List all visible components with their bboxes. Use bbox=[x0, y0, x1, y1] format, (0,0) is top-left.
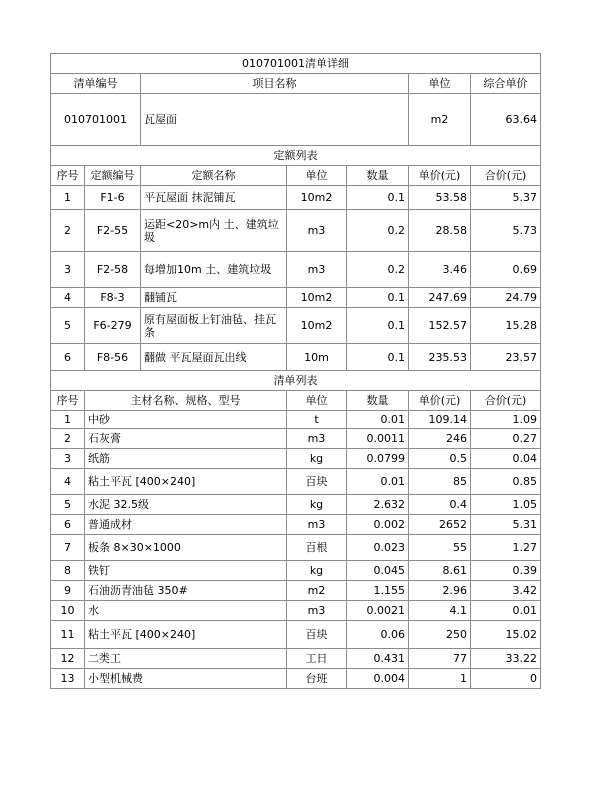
material-row bbox=[51, 495, 541, 515]
material-name: 水 bbox=[85, 601, 287, 621]
quota-code: F2-58 bbox=[85, 252, 141, 288]
material-no: 2 bbox=[51, 429, 85, 449]
material-row bbox=[51, 515, 541, 535]
quota-row bbox=[51, 252, 541, 288]
material-no: 1 bbox=[51, 411, 85, 429]
quota-code: F6-279 bbox=[85, 308, 141, 344]
quota-no: 4 bbox=[51, 288, 85, 308]
item-price: 63.64 bbox=[471, 94, 541, 146]
material-unit: 百块 bbox=[287, 621, 347, 649]
material-unit: m3 bbox=[287, 429, 347, 449]
material-price: 55 bbox=[409, 535, 471, 561]
name-label: 项目名称 bbox=[141, 74, 409, 94]
material-total: 1.05 bbox=[471, 495, 541, 515]
quota-name: 翻做 平瓦屋面瓦出线 bbox=[141, 344, 287, 371]
material-price: 4.1 bbox=[409, 601, 471, 621]
material-name: 粘土平瓦 [400×240] bbox=[85, 469, 287, 495]
material-total: 15.02 bbox=[471, 621, 541, 649]
material-row bbox=[51, 581, 541, 601]
material-name: 石油沥青油毡 350# bbox=[85, 581, 287, 601]
material-qty: 0.01 bbox=[347, 469, 409, 495]
quota-col-qty: 数量 bbox=[347, 166, 409, 186]
material-unit: 工日 bbox=[287, 649, 347, 669]
quota-price: 28.58 bbox=[409, 210, 471, 252]
material-row bbox=[51, 601, 541, 621]
material-total: 33.22 bbox=[471, 649, 541, 669]
material-name: 粘土平瓦 [400×240] bbox=[85, 621, 287, 649]
material-name: 中砂 bbox=[85, 411, 287, 429]
material-qty: 0.06 bbox=[347, 621, 409, 649]
quota-col-name: 定额名称 bbox=[141, 166, 287, 186]
material-no: 5 bbox=[51, 495, 85, 515]
material-price: 0.4 bbox=[409, 495, 471, 515]
material-row bbox=[51, 469, 541, 495]
material-qty: 0.023 bbox=[347, 535, 409, 561]
quota-code: F8-3 bbox=[85, 288, 141, 308]
material-qty: 0.0011 bbox=[347, 429, 409, 449]
quota-price: 3.46 bbox=[409, 252, 471, 288]
material-unit: m3 bbox=[287, 515, 347, 535]
material-name: 小型机械费 bbox=[85, 669, 287, 689]
materials-col-total: 合价(元) bbox=[471, 391, 541, 411]
quota-unit: 10m2 bbox=[287, 308, 347, 344]
quota-qty: 0.1 bbox=[347, 288, 409, 308]
price-label: 综合单价 bbox=[471, 74, 541, 94]
material-no: 10 bbox=[51, 601, 85, 621]
material-unit: 百块 bbox=[287, 469, 347, 495]
quota-unit: 10m2 bbox=[287, 186, 347, 210]
quota-row bbox=[51, 210, 541, 252]
item-name: 瓦屋面 bbox=[141, 94, 409, 146]
quota-no: 2 bbox=[51, 210, 85, 252]
material-name: 铁钉 bbox=[85, 561, 287, 581]
quota-code: F8-56 bbox=[85, 344, 141, 371]
material-price: 8.61 bbox=[409, 561, 471, 581]
material-row bbox=[51, 669, 541, 689]
material-row bbox=[51, 561, 541, 581]
material-total: 0.85 bbox=[471, 469, 541, 495]
material-qty: 0.004 bbox=[347, 669, 409, 689]
material-row bbox=[51, 449, 541, 469]
quota-col-no: 序号 bbox=[51, 166, 85, 186]
unit-label: 单位 bbox=[409, 74, 471, 94]
material-row bbox=[51, 535, 541, 561]
quota-total: 0.69 bbox=[471, 252, 541, 288]
materials-col-qty: 数量 bbox=[347, 391, 409, 411]
quota-no: 1 bbox=[51, 186, 85, 210]
material-no: 4 bbox=[51, 469, 85, 495]
materials-col-price: 单价(元) bbox=[409, 391, 471, 411]
material-total: 0.27 bbox=[471, 429, 541, 449]
quota-row bbox=[51, 308, 541, 344]
material-price: 246 bbox=[409, 429, 471, 449]
material-unit: m2 bbox=[287, 581, 347, 601]
quota-qty: 0.2 bbox=[347, 210, 409, 252]
quota-col-code: 定额编号 bbox=[85, 166, 141, 186]
quota-unit: m3 bbox=[287, 210, 347, 252]
material-unit: kg bbox=[287, 449, 347, 469]
code-label: 清单编号 bbox=[51, 74, 141, 94]
material-qty: 0.431 bbox=[347, 649, 409, 669]
quota-qty: 0.2 bbox=[347, 252, 409, 288]
material-total: 0.04 bbox=[471, 449, 541, 469]
material-price: 1 bbox=[409, 669, 471, 689]
material-price: 77 bbox=[409, 649, 471, 669]
material-no: 11 bbox=[51, 621, 85, 649]
material-no: 6 bbox=[51, 515, 85, 535]
materials-section-title: 清单列表 bbox=[51, 371, 541, 391]
quota-col-unit: 单位 bbox=[287, 166, 347, 186]
quota-total: 23.57 bbox=[471, 344, 541, 371]
material-price: 109.14 bbox=[409, 411, 471, 429]
material-name: 二类工 bbox=[85, 649, 287, 669]
quota-price: 247.69 bbox=[409, 288, 471, 308]
material-price: 2.96 bbox=[409, 581, 471, 601]
quota-unit: 10m bbox=[287, 344, 347, 371]
material-total: 5.31 bbox=[471, 515, 541, 535]
quota-name: 平瓦屋面 抹泥铺瓦 bbox=[141, 186, 287, 210]
material-name: 石灰膏 bbox=[85, 429, 287, 449]
material-total: 0.01 bbox=[471, 601, 541, 621]
material-row bbox=[51, 411, 541, 429]
material-unit: kg bbox=[287, 495, 347, 515]
material-qty: 0.01 bbox=[347, 411, 409, 429]
quota-row bbox=[51, 186, 541, 210]
item-unit: m2 bbox=[409, 94, 471, 146]
detail-table bbox=[50, 53, 541, 689]
quota-row bbox=[51, 288, 541, 308]
material-price: 2652 bbox=[409, 515, 471, 535]
quota-qty: 0.1 bbox=[347, 186, 409, 210]
material-qty: 0.002 bbox=[347, 515, 409, 535]
material-name: 板条 8×30×1000 bbox=[85, 535, 287, 561]
quota-total: 15.28 bbox=[471, 308, 541, 344]
material-price: 0.5 bbox=[409, 449, 471, 469]
quota-no: 5 bbox=[51, 308, 85, 344]
material-unit: kg bbox=[287, 561, 347, 581]
quota-code: F1-6 bbox=[85, 186, 141, 210]
quota-qty: 0.1 bbox=[347, 344, 409, 371]
material-name: 水泥 32.5级 bbox=[85, 495, 287, 515]
quota-total: 24.79 bbox=[471, 288, 541, 308]
material-qty: 2.632 bbox=[347, 495, 409, 515]
quota-name: 翻铺瓦 bbox=[141, 288, 287, 308]
material-name: 纸筋 bbox=[85, 449, 287, 469]
quota-no: 3 bbox=[51, 252, 85, 288]
quota-name: 原有屋面板上钉油毡、挂瓦条 bbox=[141, 308, 287, 344]
material-no: 3 bbox=[51, 449, 85, 469]
material-total: 0 bbox=[471, 669, 541, 689]
quota-total: 5.37 bbox=[471, 186, 541, 210]
material-no: 13 bbox=[51, 669, 85, 689]
quota-price: 235.53 bbox=[409, 344, 471, 371]
item-code: 010701001 bbox=[51, 94, 141, 146]
quota-total: 5.73 bbox=[471, 210, 541, 252]
material-no: 12 bbox=[51, 649, 85, 669]
material-qty: 0.0799 bbox=[347, 449, 409, 469]
material-qty: 0.045 bbox=[347, 561, 409, 581]
materials-col-name: 主材名称、规格、型号 bbox=[85, 391, 287, 411]
material-no: 8 bbox=[51, 561, 85, 581]
material-row bbox=[51, 429, 541, 449]
quota-section-title: 定额列表 bbox=[51, 146, 541, 166]
material-no: 7 bbox=[51, 535, 85, 561]
quota-code: F2-55 bbox=[85, 210, 141, 252]
material-unit: 台班 bbox=[287, 669, 347, 689]
quota-name: 运距<20>m内 土、建筑垃圾 bbox=[141, 210, 287, 252]
material-no: 9 bbox=[51, 581, 85, 601]
quota-price: 53.58 bbox=[409, 186, 471, 210]
material-unit: t bbox=[287, 411, 347, 429]
material-total: 0.39 bbox=[471, 561, 541, 581]
material-unit: m3 bbox=[287, 601, 347, 621]
quota-unit: 10m2 bbox=[287, 288, 347, 308]
sheet-title: 010701001清单详细 bbox=[51, 54, 541, 74]
material-total: 3.42 bbox=[471, 581, 541, 601]
quota-name: 每增加10m 土、建筑垃圾 bbox=[141, 252, 287, 288]
quota-col-total: 合价(元) bbox=[471, 166, 541, 186]
material-total: 1.09 bbox=[471, 411, 541, 429]
material-price: 85 bbox=[409, 469, 471, 495]
quota-col-price: 单价(元) bbox=[409, 166, 471, 186]
material-price: 250 bbox=[409, 621, 471, 649]
material-name: 普通成材 bbox=[85, 515, 287, 535]
material-total: 1.27 bbox=[471, 535, 541, 561]
materials-col-no: 序号 bbox=[51, 391, 85, 411]
quota-qty: 0.1 bbox=[347, 308, 409, 344]
material-unit: 百根 bbox=[287, 535, 347, 561]
quota-no: 6 bbox=[51, 344, 85, 371]
quota-price: 152.57 bbox=[409, 308, 471, 344]
quota-row bbox=[51, 344, 541, 371]
material-row bbox=[51, 621, 541, 649]
material-qty: 0.0021 bbox=[347, 601, 409, 621]
material-qty: 1.155 bbox=[347, 581, 409, 601]
materials-col-unit: 单位 bbox=[287, 391, 347, 411]
material-row bbox=[51, 649, 541, 669]
quota-unit: m3 bbox=[287, 252, 347, 288]
